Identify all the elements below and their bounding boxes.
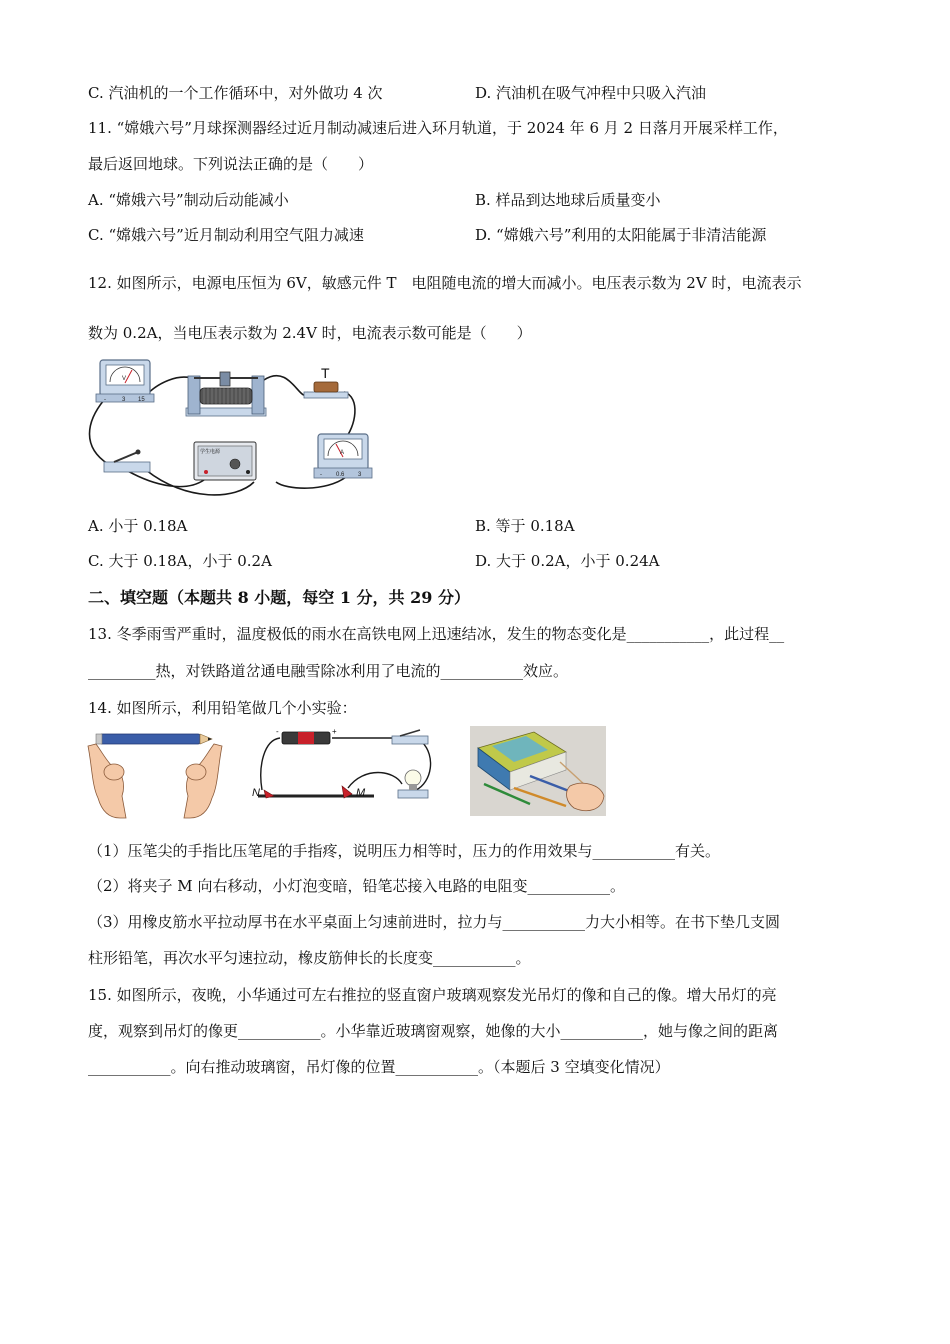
q13-line1: 13. 冬季雨雪严重时，温度极低的雨水在高铁电网上迅速结冰，发生的物态变化是___________，此过程__	[88, 625, 785, 643]
q11-option-d: D. “嫦娥六号”利用的太阳能属于非清洁能源	[475, 226, 767, 244]
q11-stem-line2: 最后返回地球。下列说法正确的是（ ）	[88, 155, 374, 173]
q14-pencil-press-figure	[86, 726, 226, 820]
voltmeter-symbol: V	[122, 376, 127, 382]
q13-line2: _________热，对铁路道岔通电融雪除冰利用了电流的___________效应。	[88, 662, 569, 680]
rheostat	[186, 372, 266, 416]
q12-option-a: A. 小于 0.18A	[88, 517, 188, 535]
q10-option-c: C. 汽油机的一个工作循环中，对外做功 4 次	[88, 84, 383, 102]
switch	[104, 450, 150, 473]
right-hand	[184, 744, 222, 818]
voltmeter-terminal-15: 15	[138, 397, 145, 403]
q14-part3-line1: （3）用橡皮筋水平拉动厚书在水平桌面上匀速前进时，拉力与___________力大小相等。在书下垫几支圆	[88, 913, 781, 931]
q11-option-c: C. “嫦娥六号”近月制动利用空气阻力减速	[88, 226, 364, 244]
q12-stem-line1: 12. 如图所示，电源电压恒为 6V，敏感元件 T 电阻随电流的增大而减小。电压表示数为 2V 时，电流表示	[88, 274, 802, 292]
q14-part1: （1）压笔尖的手指比压笔尾的手指疼，说明压力相等时，压力的作用效果与___________有关。	[88, 842, 721, 860]
voltmeter	[96, 360, 154, 403]
battery-plus: +	[332, 727, 337, 736]
q11-stem-line1: 11. “嫦娥六号”月球探测器经过近月制动减速后进入环月轨道，于 2024 年 6 月 2 日落月开展采样工作，	[88, 119, 788, 137]
q12-option-d: D. 大于 0.2A，小于 0.24A	[475, 552, 660, 570]
section-2-heading: 二、填空题（本题共 8 小题，每空 1 分，共 29 分）	[88, 588, 470, 607]
left-hand	[88, 744, 126, 818]
ammeter-symbol: A	[340, 450, 345, 456]
ammeter-terminal-06: 0.6	[336, 472, 345, 478]
battery	[276, 727, 337, 744]
clip-n-label: N	[252, 787, 260, 799]
clip-m-label: M	[356, 787, 366, 799]
pencil	[96, 734, 212, 744]
q10-option-d: D. 汽油机在吸气冲程中只吸入汽油	[475, 84, 707, 102]
pencil-circuit-wires	[261, 738, 431, 790]
q14-part2: （2）将夹子 M 向右移动，小灯泡变暗，铅笔芯接入电路的电阻变___________。	[88, 877, 625, 895]
voltmeter-terminal-minus: -	[104, 397, 106, 403]
q14-pencil-lead-circuit-figure	[244, 726, 440, 806]
ammeter	[314, 434, 372, 478]
q14-part3-line2: 柱形铅笔，再次水平匀速拉动，橡皮筋伸长的长度变___________。	[88, 949, 531, 967]
q11-option-a: A. “嫦娥六号”制动后动能减小	[88, 191, 289, 209]
q15-line2: 度，观察到吊灯的像更___________。小华靠近玻璃窗观察，她像的大小___________，她与像之间的距离	[88, 1022, 779, 1040]
switch-2	[392, 730, 428, 744]
q15-line1: 15. 如图所示，夜晚，小华通过可左右推拉的竖直窗户玻璃观察发光吊灯的像和自己的像。增大吊灯的亮	[88, 986, 777, 1004]
ammeter-terminal-minus: -	[320, 472, 322, 478]
q12-option-c: C. 大于 0.18A，小于 0.2A	[88, 552, 272, 570]
q12-option-b: B. 等于 0.18A	[475, 517, 575, 535]
power-supply	[194, 442, 256, 480]
q14-stem: 14. 如图所示，利用铅笔做几个小实验：	[88, 699, 357, 717]
battery-minus: -	[276, 727, 279, 736]
q12-circuit-figure	[86, 352, 386, 497]
component-t-label: T	[321, 365, 330, 381]
q11-option-b: B. 样品到达地球后质量变小	[475, 191, 661, 209]
q15-line3: ___________。向右推动玻璃窗，吊灯像的位置___________。（本题后 3 空填变化情况）	[88, 1058, 670, 1076]
ammeter-terminal-3: 3	[358, 472, 362, 478]
q14-book-on-pencils-figure	[470, 726, 606, 816]
power-supply-label: 学生电源	[200, 449, 221, 455]
voltmeter-terminal-3: 3	[122, 397, 126, 403]
q12-stem-line2: 数为 0.2A，当电压表示数为 2.4V 时，电流表示数可能是（ ）	[88, 324, 532, 342]
sensitive-component-t	[304, 365, 348, 398]
